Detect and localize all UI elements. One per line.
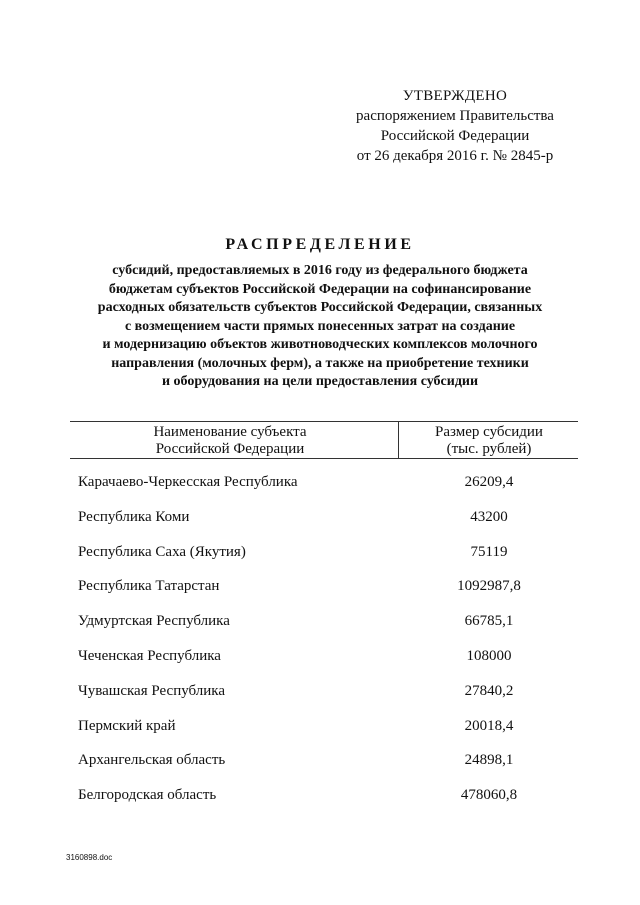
table-row xyxy=(0,748,640,783)
table-body xyxy=(0,470,640,818)
region-name: Архангельская область xyxy=(78,752,226,769)
table-top-rule xyxy=(70,421,578,422)
subsidy-amount: 24898,1 xyxy=(464,752,514,769)
approval-block xyxy=(340,86,570,166)
subsidy-amount: 20018,4 xyxy=(464,717,514,734)
table-row xyxy=(0,574,640,609)
table-row xyxy=(0,505,640,540)
table-column-divider xyxy=(398,421,399,458)
subtitle-line: и модернизацию объектов животноводческих комплексов молочного xyxy=(102,337,538,352)
table-header-rule xyxy=(70,458,578,459)
table-row xyxy=(0,679,640,714)
table-row xyxy=(0,644,640,679)
subsidy-amount: 27840,2 xyxy=(464,682,514,699)
region-name: Республика Саха (Якутия) xyxy=(78,543,246,560)
approval-line-3: от 26 декабря 2016 г. № 2845-р xyxy=(356,148,554,164)
subtitle-line: субсидий, предоставляемых в 2016 году из федерального бюджета xyxy=(112,263,528,278)
approval-line-1: распоряжением Правительства xyxy=(356,108,554,124)
subsidy-amount: 75119 xyxy=(470,543,508,560)
approval-line-2: Российской Федерации xyxy=(380,128,530,144)
header-amount-line: Размер субсидии xyxy=(435,424,543,440)
subtitle-line: с возмещением части прямых понесенных затрат на создание xyxy=(124,318,516,334)
region-name: Пермский край xyxy=(78,717,176,734)
region-name: Чувашская Республика xyxy=(78,682,226,699)
subsidy-amount: 26209,4 xyxy=(464,474,514,490)
table-row xyxy=(0,783,640,818)
table-row xyxy=(0,609,640,644)
subtitle-line: и оборудования на цели предоставления субсидии xyxy=(161,374,479,389)
region-name: Удмуртская Республика xyxy=(78,613,230,630)
header-amount-line: (тыс. рублей) xyxy=(446,441,532,457)
table-row xyxy=(0,714,640,749)
subsidy-amount: 478060,8 xyxy=(460,787,518,804)
subsidy-amount: 66785,1 xyxy=(464,613,514,630)
approval-title: УТВЕРЖДЕНО xyxy=(402,88,508,104)
region-name: Карачаево-Черкесская Республика xyxy=(78,474,298,490)
document-subtitle xyxy=(40,262,600,392)
region-name: Республика Татарстан xyxy=(78,578,220,595)
region-name: Чеченская Республика xyxy=(78,647,221,664)
region-name: Белгородская область xyxy=(78,787,217,804)
subsidy-amount: 43200 xyxy=(470,508,508,525)
table-row xyxy=(0,470,640,505)
header-name-line: Российской Федерации xyxy=(155,441,305,457)
document-title: РАСПРЕДЕЛЕНИЕ xyxy=(225,236,415,253)
subtitle-line: направления (молочных ферм), а также на приобретение техники xyxy=(111,355,529,371)
subtitle-line: расходных обязательств субъектов Российской Федерации, связанных xyxy=(97,300,543,315)
subsidy-amount: 1092987,8 xyxy=(457,578,521,595)
subsidy-amount: 108000 xyxy=(466,647,512,664)
table-header-amount xyxy=(400,424,578,458)
document-file-code: 3160898.doc xyxy=(66,853,113,862)
table-row xyxy=(0,540,640,575)
region-name: Республика Коми xyxy=(78,508,190,525)
table-header-name xyxy=(80,424,380,458)
subtitle-line: бюджетам субъектов Российской Федерации на софинансирование xyxy=(108,281,532,297)
header-name-line: Наименование субъекта xyxy=(153,424,307,440)
